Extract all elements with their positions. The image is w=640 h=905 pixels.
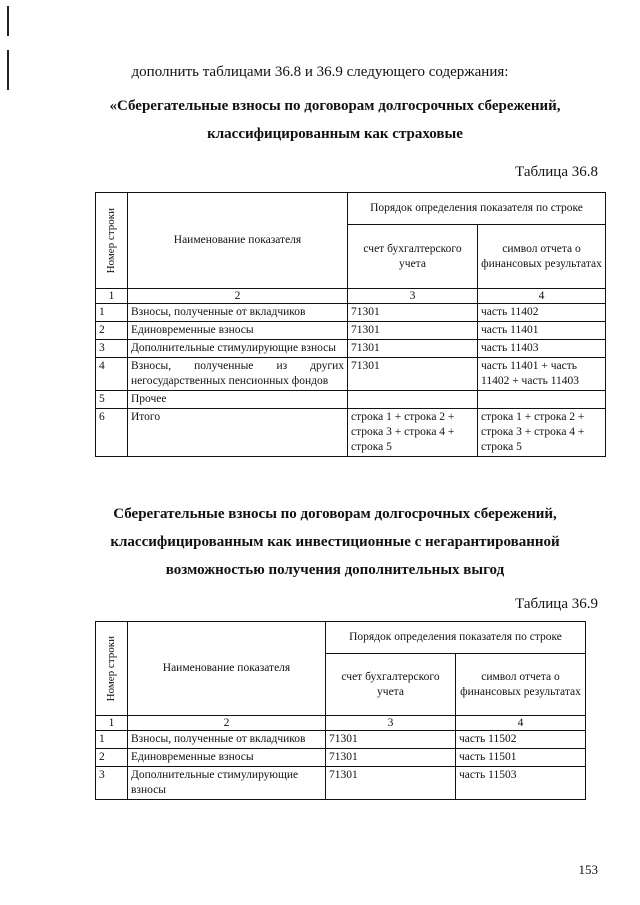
row-symbol: часть 11403 [478,340,606,358]
table-row [96,749,586,767]
index-cell: 4 [456,716,586,731]
row-number: 3 [96,767,128,800]
table-2-rownum-label: Номер строки [105,635,117,702]
heading-2-line-1: Сберегательные взносы по договорам долгосрочных сбережений, [113,506,557,522]
index-cell: 2 [128,716,326,731]
index-cell: 1 [96,716,128,731]
table-1-col-group: Порядок определения показателя по строке [348,193,606,225]
row-name: Взносы, полученные от вкладчиков [128,304,348,322]
row-symbol: часть 11502 [456,731,586,749]
table-row [96,409,606,457]
row-name: Прочее [128,391,348,409]
row-number: 4 [96,358,128,391]
row-account: 71301 [348,304,478,322]
row-name: Дополнительные стимулирующие взносы [128,767,326,800]
table-row [96,391,606,409]
row-account: 71301 [348,358,478,391]
row-symbol: часть 11402 [478,304,606,322]
table-2-col-symbol: символ отчета о финансовых результатах [456,654,586,716]
intro-text: дополнить таблицами 36.8 и 36.9 следующего содержания: [131,64,509,80]
table-2-caption: Таблица 36.9 [515,596,598,612]
heading-2-line-3: возможностью получения дополнительных выгод [165,562,505,578]
table-2-header-row [96,622,586,654]
scan-edge-mark [7,6,9,36]
index-cell: 4 [478,289,606,304]
index-cell: 1 [96,289,128,304]
row-number: 2 [96,749,128,767]
table-row [96,767,586,800]
table-row [96,340,606,358]
row-account: 71301 [348,322,478,340]
row-account: 71301 [326,749,456,767]
row-name: Дополнительные стимулирующие взносы [128,340,348,358]
table-2-index-row [96,716,586,731]
page-number: 153 [578,862,598,877]
table-row [96,358,606,391]
index-cell: 3 [326,716,456,731]
table-1-caption: Таблица 36.8 [515,164,598,180]
heading-1-line-2: классифицированным как страховые [207,126,463,142]
row-account [348,391,478,409]
row-symbol [478,391,606,409]
row-symbol: часть 11501 [456,749,586,767]
row-account: 71301 [326,731,456,749]
row-number: 5 [96,391,128,409]
row-number: 1 [96,304,128,322]
table-1-index-row [96,289,606,304]
table-2-col-account: счет бухгалтерского учета [326,654,456,716]
table-2-col-rownum [96,622,128,716]
table-2-col-name: Наименование показателя [128,622,326,716]
table-1-col-name: Наименование показателя [128,193,348,289]
row-number: 6 [96,409,128,457]
row-number: 3 [96,340,128,358]
index-cell: 2 [128,289,348,304]
table-row [96,322,606,340]
table-1-col-symbol: символ отчета о финансовых результатах [478,225,606,289]
table-row [96,304,606,322]
index-cell: 3 [348,289,478,304]
row-symbol: строка 1 + строка 2 + строка 3 + строка 4 + строка 5 [478,409,606,457]
row-name: Взносы, полученные из других негосударственных пенсионных фондов [128,358,348,391]
table-1-header-row [96,193,606,225]
table-2 [95,621,586,800]
heading-2-line-2: классифицированным как инвестиционные с негарантированной [110,534,560,550]
row-number: 1 [96,731,128,749]
row-symbol: часть 11503 [456,767,586,800]
table-1 [95,192,606,457]
row-number: 2 [96,322,128,340]
row-account: строка 1 + строка 2 + строка 3 + строка 4 + строка 5 [348,409,478,457]
table-row [96,731,586,749]
row-name: Взносы, полученные от вкладчиков [128,731,326,749]
table-1-col-rownum [96,193,128,289]
row-account: 71301 [348,340,478,358]
row-name: Единовременные взносы [128,749,326,767]
table-1-col-account: счет бухгалтерского учета [348,225,478,289]
row-symbol: часть 11401 + часть 11402 + часть 11403 [478,358,606,391]
heading-1-line-1: «Сберегательные взносы по договорам долгосрочных сбережений, [109,98,561,114]
table-2-col-group: Порядок определения показателя по строке [326,622,586,654]
row-name: Единовременные взносы [128,322,348,340]
table-1-rownum-label: Номер строки [105,207,117,274]
row-symbol: часть 11401 [478,322,606,340]
row-name: Итого [128,409,348,457]
row-account: 71301 [326,767,456,800]
